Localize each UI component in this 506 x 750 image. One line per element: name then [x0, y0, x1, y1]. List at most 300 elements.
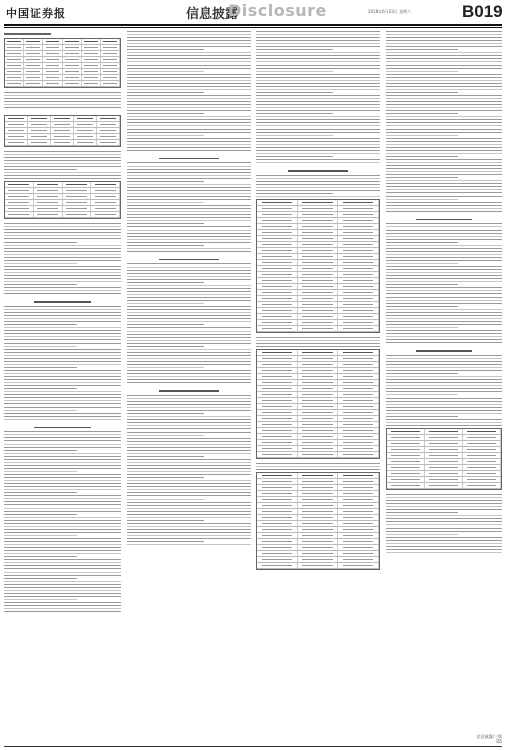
- text-line: [386, 248, 502, 249]
- table-cell: [63, 212, 92, 217]
- text-line: [127, 37, 251, 38]
- text-line: [256, 159, 380, 160]
- table-cell: [5, 194, 34, 199]
- text-line: [127, 220, 251, 221]
- text-line: [386, 104, 502, 105]
- text-line: [4, 517, 121, 518]
- text-line: [127, 324, 204, 325]
- text-line: [386, 537, 502, 538]
- text-line: [127, 107, 251, 108]
- table-cell: [298, 491, 339, 496]
- text-line: [127, 327, 251, 328]
- text-line: [4, 501, 121, 502]
- text-line: [256, 49, 333, 50]
- text-line: [386, 342, 502, 343]
- paragraph-gap: [127, 153, 251, 156]
- table-cell: [257, 206, 298, 211]
- text-line: [386, 309, 502, 310]
- text-line: [386, 269, 502, 270]
- text-line: [127, 190, 251, 191]
- data-table: [256, 472, 380, 570]
- text-line: [386, 407, 502, 408]
- table-cell: [425, 483, 463, 488]
- text-line: [127, 526, 251, 527]
- table-cell: [338, 326, 379, 331]
- text-line: [4, 370, 121, 371]
- text-line: [127, 398, 251, 399]
- text-line: [4, 471, 77, 472]
- text-line: [127, 135, 204, 136]
- table-cell: [97, 140, 120, 145]
- text-line: [127, 340, 251, 341]
- text-line: [127, 110, 251, 111]
- text-line: [4, 526, 121, 527]
- text-line: [4, 269, 121, 270]
- text-line: [4, 413, 121, 414]
- table-cell: [97, 122, 120, 127]
- text-line: [4, 568, 121, 569]
- table-cell: [298, 326, 339, 331]
- table-cell: [24, 45, 43, 50]
- text-line: [127, 459, 251, 460]
- table-cell: [257, 386, 298, 391]
- text-line: [386, 116, 502, 117]
- table-cell: [257, 416, 298, 421]
- table-cell: [82, 45, 101, 50]
- text-line: [256, 147, 380, 148]
- text-line: [127, 61, 251, 62]
- table-cell: [387, 465, 425, 470]
- text-line: [386, 312, 502, 313]
- table-cell: [338, 308, 379, 313]
- text-line: [127, 447, 251, 448]
- table-cell: [74, 122, 97, 127]
- page-footer: [407, 734, 502, 744]
- table-cell: [257, 434, 298, 439]
- table-cell: [257, 380, 298, 385]
- text-line: [256, 113, 333, 114]
- text-line: [386, 177, 458, 178]
- table-cell: [338, 314, 379, 319]
- text-line: [4, 309, 121, 310]
- table-cell: [298, 404, 339, 409]
- text-line: [127, 77, 251, 78]
- table-cell: [5, 140, 28, 145]
- text-line: [4, 477, 121, 478]
- table-cell: [298, 314, 339, 319]
- text-line: [4, 498, 121, 499]
- text-line: [127, 364, 251, 365]
- text-line: [4, 284, 77, 285]
- table-cell: [43, 75, 62, 80]
- text-line: [127, 541, 204, 542]
- table-cell: [338, 497, 379, 502]
- text-line: [4, 275, 121, 276]
- table-cell: [338, 272, 379, 277]
- table-cell: [298, 206, 339, 211]
- text-line: [386, 46, 502, 47]
- text-line: [127, 309, 251, 310]
- text-line: [127, 193, 251, 194]
- text-line: [386, 376, 502, 377]
- text-line: [127, 285, 251, 286]
- text-line: [127, 544, 251, 545]
- table-cell: [298, 545, 339, 550]
- text-line: [256, 43, 380, 44]
- text-line: [4, 599, 77, 600]
- text-line: [127, 55, 251, 56]
- table-cell: [338, 452, 379, 457]
- table-cell: [257, 224, 298, 229]
- text-line: [386, 245, 502, 246]
- table-cell: [338, 254, 379, 259]
- text-line: [386, 330, 502, 331]
- text-line: [127, 147, 251, 148]
- text-line: [386, 208, 502, 209]
- table-cell: [101, 57, 120, 62]
- text-line: [386, 416, 458, 417]
- table-cell: [257, 308, 298, 313]
- table-cell: [257, 236, 298, 241]
- text-line: [127, 199, 251, 200]
- table-cell: [338, 515, 379, 520]
- table-cell: [82, 39, 101, 44]
- text-line: [127, 435, 204, 436]
- text-line: [127, 239, 251, 240]
- table-cell: [28, 128, 51, 133]
- text-line: [127, 205, 251, 206]
- text-line: [4, 166, 121, 167]
- text-line: [4, 287, 121, 288]
- text-line: [127, 31, 251, 32]
- text-line: [4, 508, 121, 509]
- text-line: [386, 284, 458, 285]
- table-cell: [298, 509, 339, 514]
- text-line: [386, 494, 502, 495]
- table-cell: [298, 350, 339, 355]
- table-cell: [101, 69, 120, 74]
- text-line: [386, 141, 502, 142]
- text-line: [127, 456, 204, 457]
- table-cell: [387, 435, 425, 440]
- table-cell: [24, 75, 43, 80]
- table-cell: [387, 447, 425, 452]
- text-line: [127, 187, 251, 188]
- text-line: [127, 119, 251, 120]
- text-line: [256, 178, 380, 179]
- text-line: [127, 468, 251, 469]
- subheading: [4, 33, 51, 35]
- text-line: [4, 157, 121, 158]
- text-line: [127, 535, 251, 536]
- text-line: [4, 382, 121, 383]
- table-cell: [63, 75, 82, 80]
- table-cell: [338, 386, 379, 391]
- text-line: [4, 95, 121, 96]
- table-cell: [298, 521, 339, 526]
- text-line: [386, 278, 502, 279]
- table-cell: [338, 446, 379, 451]
- text-line: [386, 135, 458, 136]
- text-line: [4, 474, 121, 475]
- table-cell: [298, 242, 339, 247]
- text-line: [386, 211, 502, 212]
- text-line: [4, 361, 121, 362]
- text-line: [4, 596, 121, 597]
- text-line: [386, 518, 502, 519]
- table-cell: [338, 521, 379, 526]
- table-cell: [257, 503, 298, 508]
- table-cell: [5, 81, 24, 86]
- text-line: [127, 71, 204, 72]
- text-line: [386, 183, 502, 184]
- paragraph-gap: [127, 254, 251, 257]
- text-line: [4, 178, 121, 179]
- text-line: [256, 125, 380, 126]
- text-line: [127, 129, 251, 130]
- text-line: [386, 370, 502, 371]
- text-line: [256, 463, 380, 464]
- text-line: [386, 425, 502, 426]
- text-line: [4, 602, 121, 603]
- table-cell: [91, 212, 120, 217]
- text-line: [386, 358, 502, 359]
- table-cell: [338, 551, 379, 556]
- text-line: [4, 251, 121, 252]
- text-line: [256, 55, 380, 56]
- table-cell: [257, 497, 298, 502]
- table-cell: [101, 45, 120, 50]
- text-line: [4, 492, 77, 493]
- table-cell: [338, 398, 379, 403]
- table-cell: [74, 140, 97, 145]
- text-line: [127, 404, 251, 405]
- text-line: [4, 154, 121, 155]
- table-cell: [5, 39, 24, 44]
- text-line: [386, 254, 502, 255]
- text-line: [256, 138, 380, 139]
- text-line: [4, 572, 121, 573]
- text-line: [386, 162, 502, 163]
- table-cell: [298, 248, 339, 253]
- text-line: [127, 74, 251, 75]
- table-cell: [101, 39, 120, 44]
- table-cell: [257, 533, 298, 538]
- table-cell: [91, 194, 120, 199]
- table-cell: [425, 453, 463, 458]
- text-line: [4, 483, 121, 484]
- text-line: [256, 95, 380, 96]
- table-cell: [43, 63, 62, 68]
- text-line: [127, 358, 251, 359]
- table-cell: [425, 447, 463, 452]
- text-line: [127, 150, 251, 151]
- table-cell: [24, 69, 43, 74]
- table-cell: [338, 380, 379, 385]
- text-line: [4, 373, 121, 374]
- text-line: [386, 119, 502, 120]
- text-line: [4, 391, 121, 392]
- text-line: [386, 260, 502, 261]
- text-line: [386, 503, 502, 504]
- text-line: [127, 523, 251, 524]
- text-line: [127, 236, 251, 237]
- text-line: [386, 230, 502, 231]
- table-cell: [338, 404, 379, 409]
- table-cell: [34, 194, 63, 199]
- text-line: [127, 34, 251, 35]
- text-line: [127, 211, 251, 212]
- table-cell: [298, 557, 339, 562]
- text-line: [256, 83, 380, 84]
- text-line: [127, 92, 204, 93]
- table-cell: [298, 446, 339, 451]
- text-line: [4, 397, 121, 398]
- text-line: [127, 370, 251, 371]
- section-title-en: Disclosure: [228, 1, 327, 20]
- table-cell: [257, 428, 298, 433]
- text-line: [386, 138, 502, 139]
- text-line: [4, 440, 121, 441]
- table-cell: [298, 278, 339, 283]
- table-cell: [338, 248, 379, 253]
- data-table: [386, 428, 502, 490]
- text-line: [127, 499, 204, 500]
- table-cell: [298, 497, 339, 502]
- text-line: [4, 394, 121, 395]
- text-line: [386, 233, 502, 234]
- text-line: [4, 107, 121, 108]
- text-line: [127, 517, 251, 518]
- table-cell: [338, 374, 379, 379]
- text-line: [386, 58, 502, 59]
- text-line: [127, 508, 251, 509]
- text-line: [4, 523, 121, 524]
- text-line: [386, 186, 502, 187]
- table-cell: [82, 51, 101, 56]
- text-line: [386, 192, 502, 193]
- table-cell: [63, 51, 82, 56]
- text-line: [127, 217, 251, 218]
- table-cell: [425, 471, 463, 476]
- table-cell: [298, 563, 339, 568]
- table-cell: [257, 557, 298, 562]
- table-cell: [257, 284, 298, 289]
- text-line: [386, 515, 502, 516]
- text-line: [256, 86, 380, 87]
- text-line: [4, 254, 121, 255]
- text-line: [127, 116, 251, 117]
- text-line: [127, 441, 251, 442]
- text-line: [4, 489, 121, 490]
- text-line: [386, 524, 502, 525]
- paragraph-gap: [127, 385, 251, 388]
- text-line: [256, 190, 380, 191]
- table-cell: [298, 434, 339, 439]
- table-cell: [338, 533, 379, 538]
- table-cell: [257, 230, 298, 235]
- text-line: [127, 502, 251, 503]
- text-line: [4, 223, 121, 224]
- text-line: [4, 529, 121, 530]
- text-line: [386, 398, 502, 399]
- text-line: [386, 300, 502, 301]
- text-line: [4, 556, 77, 557]
- text-line: [127, 511, 251, 512]
- text-line: [386, 251, 502, 252]
- text-line: [4, 364, 121, 365]
- text-line: [386, 174, 502, 175]
- table-cell: [298, 308, 339, 313]
- text-line: [386, 202, 502, 203]
- text-line: [386, 77, 502, 78]
- text-line: [4, 593, 121, 594]
- table-cell: [63, 200, 92, 205]
- text-line: [127, 49, 204, 50]
- text-line: [127, 251, 251, 252]
- table-cell: [101, 75, 120, 80]
- text-line: [256, 80, 380, 81]
- text-line: [4, 245, 121, 246]
- table-cell: [5, 63, 24, 68]
- table-cell: [63, 182, 92, 187]
- dateline: 2018年6月23日 星期六: [368, 9, 412, 14]
- text-line: [256, 61, 380, 62]
- text-line: [386, 364, 502, 365]
- text-line: [386, 293, 502, 294]
- text-line: [4, 226, 121, 227]
- text-line: [4, 278, 121, 279]
- text-line: [127, 495, 251, 496]
- text-line: [4, 480, 121, 481]
- text-line: [386, 336, 502, 337]
- text-line: [127, 312, 251, 313]
- paragraph-gap: [386, 214, 502, 217]
- table-cell: [257, 368, 298, 373]
- table-cell: [338, 362, 379, 367]
- newspaper-logo: 中国证券报: [6, 7, 66, 20]
- text-line: [4, 281, 121, 282]
- text-line: [386, 223, 502, 224]
- text-line: [4, 293, 121, 294]
- text-line: [127, 438, 251, 439]
- text-line: [127, 181, 204, 182]
- text-line: [127, 132, 251, 133]
- text-line: [386, 266, 502, 267]
- text-line: [127, 520, 204, 521]
- text-line: [386, 168, 502, 169]
- text-line: [4, 544, 121, 545]
- table-cell: [338, 278, 379, 283]
- table-cell: [257, 515, 298, 520]
- table-row: [5, 140, 120, 146]
- text-line: [127, 505, 251, 506]
- text-line: [127, 432, 251, 433]
- text-line: [4, 346, 77, 347]
- table-cell: [298, 440, 339, 445]
- text-line: [127, 315, 251, 316]
- table-cell: [82, 63, 101, 68]
- text-line: [127, 122, 251, 123]
- text-line: [4, 315, 121, 316]
- table-cell: [51, 134, 74, 139]
- text-line: [386, 95, 502, 96]
- text-line: [4, 584, 121, 585]
- text-line: [127, 40, 251, 41]
- text-line: [386, 71, 458, 72]
- table-cell: [298, 218, 339, 223]
- text-line: [386, 404, 502, 405]
